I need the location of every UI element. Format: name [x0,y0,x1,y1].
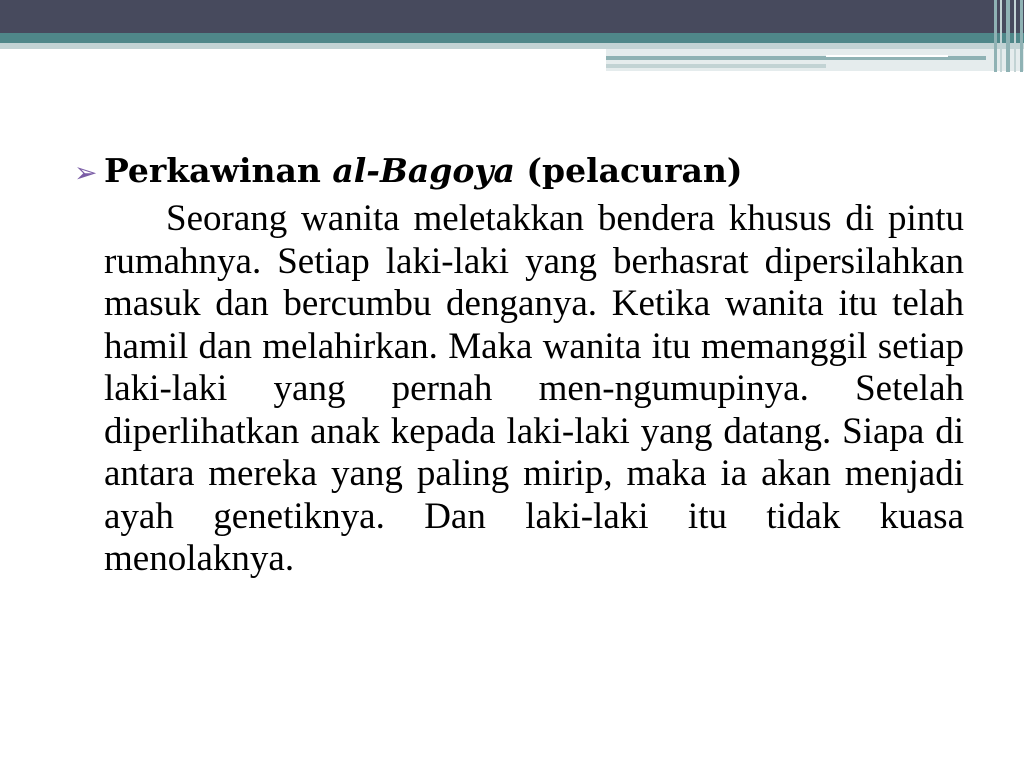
vertical-bar [1014,0,1016,72]
header-dark-band [0,0,1024,33]
vertical-bar [994,0,997,72]
header-accent-line-secondary [606,64,826,68]
heading-italic-term: al-Bagoya [332,151,515,190]
vertical-bar [1000,0,1002,72]
arrow-bullet-icon: ➢ [74,156,98,189]
header-teal-band [0,33,1024,43]
heading-text [104,150,742,192]
heading-part-1: Perkawinan [104,151,333,190]
header-white-strip [826,55,948,57]
body-paragraph: Seorang wanita meletakkan bendera khusus di pintu rumahnya. Setiap laki-laki yang berhasrat dipersilahkan masuk dan bercumbu denganya. Ketika wanita itu telah hamil dan melahirkan. Maka wanita itu memanggil setiap laki-laki yang pernah men-ngumupinya. Setelah diperlihatkan anak kepada laki-laki yang datang. Siapa di antara mereka yang paling mirip, maka ia akan menjadi ayah genetiknya. Dan laki-laki itu tidak kuasa menolaknya. [104,198,964,579]
bullet-heading [74,150,964,194]
vertical-bar [1006,0,1010,72]
header-vertical-bars [990,0,1024,72]
slide-content [74,150,964,618]
vertical-bar [1020,0,1023,72]
heading-part-3: (pelacuran) [514,151,743,190]
